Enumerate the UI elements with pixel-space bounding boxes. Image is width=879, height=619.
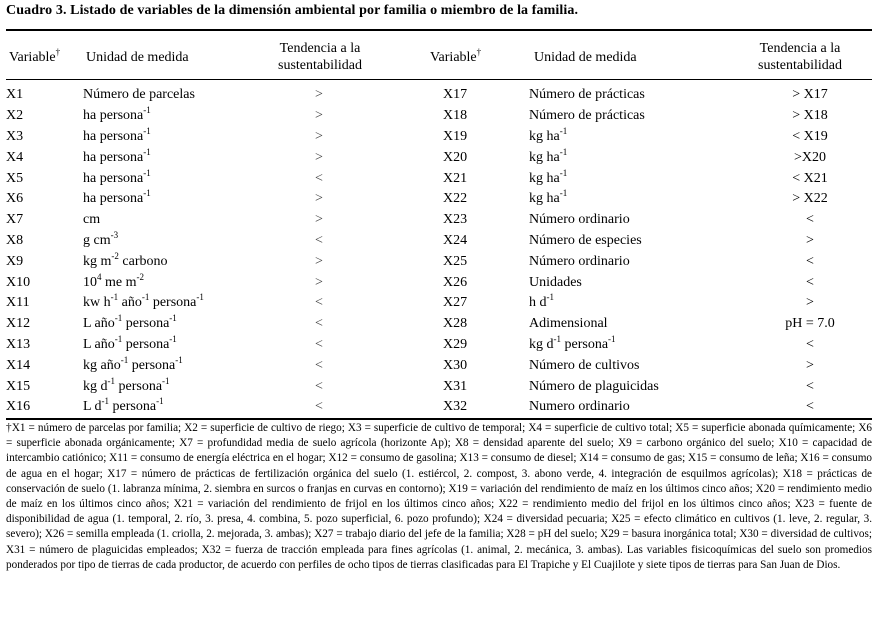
trend-right: < (806, 399, 814, 415)
spacer (383, 355, 443, 376)
unit-text: ha persona (83, 108, 144, 124)
footnote-text: X1 = número de parcelas por familia; X2 = superficie de cultivo de riego; X3 = superficie de cultivo de temporal; X4 = superficie de cultivo total; X5 = superficie abonada químicamente; X6 = superficie abonada orgánicamente; X7 = profundidad media de suelo agrícola (horizonte Ap); X8 = densidad aparente del suelo; X9 = carbono orgánico del suelo; X10 = capacidad de intercambio catiónico; X11 = consumo de energía eléctrica en el hogar; X12 = consumo de gasolina; X13 = consumo de diesel; X14 = consumo de gas; X15 = consumo de leña; X16 = consumo de agua en el hogar; X17 = número de prácticas de fertilización orgánica del suelo (1. estiércol, 2. compost, 3. abono verde, 4. integración de esquilmos agrícolas); X18 = prácticas de conservación de suelo (1. labranza mínima, 2. siembra en surcos o franjas en curvas en contorno); X19 = variación del rendimiento de maíz en los últimos cinco años; X20 = rendimiento medio de maíz en los últimos cinco años; X21 = variación del rendimiento de frijol en los últimos cinco años; X22 = rendimiento medio del frijol en los últimos cinco años; X23 = fuente de disponibilidad de agua (1. temporal, 2. río, 3. presa, 4. combina, 5. pozo superficial, 6. pozo profundo); X24 = diversidad pecuaria; X25 = efecto climático en cultivos (1. leve, 2. regular, 3. severo); X26 = semilla empleada (1. criolla, 2. mejorada, 3. ambas); X27 = trabajo diario del jefe de la familia; X28 = pH del suelo; X29 = basura inorgánica total; X30 = diversidad de cultivos; X31 = número de plaguicidas empleados; X32 = fuerza de tracción empleada para fines agrícolas (1. animal, 2. mecánica, 3. ambas). Las variables fisicoquímicas del suelo son promedios ponderados por tipo de tierras de cada productor, de acuerdo con perfiles de ocho tipos de tierras clasificadas para El Trapiche y El Cuajilote y siete tipos de tierras para San Juan de Dios. (6, 422, 873, 571)
unit-left (83, 251, 255, 272)
header-variable-label: Variable (430, 50, 477, 65)
unit-text: Número de prácticas (529, 87, 645, 103)
variable-right: X32 (443, 399, 468, 415)
trend-right: >X20 (793, 149, 826, 165)
unit-exponent: -1 (175, 354, 183, 365)
variable-left: X8 (6, 232, 24, 248)
header-unidad-right: Unidad de medida (534, 50, 637, 65)
table-row (6, 231, 872, 252)
unit-exponent: -2 (111, 250, 119, 261)
table-body (6, 85, 872, 418)
unit-right (529, 397, 748, 418)
unit-text: kg ha (529, 149, 560, 165)
unit-right (529, 272, 748, 293)
unit-text: Número ordinario (529, 253, 630, 269)
variable-left: X9 (6, 253, 24, 269)
unit-exponent: -2 (136, 271, 144, 282)
unit-text: persona (109, 399, 157, 415)
unit-right (529, 231, 748, 252)
unit-left (83, 147, 255, 168)
unit-exponent: -1 (559, 167, 568, 178)
unit-text: Número de parcelas (83, 87, 195, 103)
unit-text: Unidades (529, 274, 582, 290)
dagger-mark: † (476, 47, 482, 57)
trend-right: < X21 (792, 170, 828, 186)
unit-text: 10 (83, 274, 97, 290)
spacer (383, 335, 443, 356)
unit-text: ha persona (83, 128, 144, 144)
spacer (383, 376, 443, 397)
unit-text: kg d (83, 378, 108, 394)
variable-right: X27 (443, 295, 468, 311)
variable-left: X14 (6, 357, 31, 373)
unit-text: Número de plaguicidas (529, 378, 659, 394)
spacer (383, 272, 443, 293)
unit-exponent: -1 (143, 125, 151, 136)
unit-text: carbono (118, 253, 168, 269)
unit-left (83, 397, 255, 418)
footnote-mark: † (6, 422, 12, 434)
variable-right: X18 (443, 108, 468, 124)
table-row (6, 127, 872, 148)
spacer (383, 251, 443, 272)
unit-exponent: -1 (143, 188, 151, 199)
header-rule (6, 79, 872, 80)
unit-right (529, 210, 748, 231)
top-rule (6, 29, 872, 31)
unit-text: ha persona (83, 191, 144, 207)
unit-exponent: -1 (110, 292, 119, 303)
table-row (6, 335, 872, 356)
unit-text: persona (128, 357, 176, 373)
variable-right: X19 (443, 128, 468, 144)
variable-right: X23 (443, 212, 468, 228)
variable-right: X20 (443, 149, 468, 165)
variable-right: X31 (443, 378, 468, 394)
table-row (6, 85, 872, 106)
dagger-mark: † (55, 47, 61, 57)
trend-left: < (315, 336, 323, 352)
variable-left: X3 (6, 128, 24, 144)
unit-text: kg ha (529, 170, 560, 186)
unit-exponent: -1 (169, 313, 177, 324)
spacer (383, 85, 443, 106)
table-row (6, 272, 872, 293)
table-row (6, 355, 872, 376)
unit-text: kg año (83, 357, 121, 373)
trend-right: > X17 (792, 87, 828, 103)
unit-exponent: -1 (114, 333, 123, 344)
unit-exponent: -1 (559, 188, 568, 199)
unit-left (83, 189, 255, 210)
variable-left: X11 (6, 295, 30, 311)
bottom-rule (6, 418, 872, 420)
spacer (383, 293, 443, 314)
table-row (6, 251, 872, 272)
table-row (6, 314, 872, 335)
trend-left: < (315, 378, 323, 394)
trend-right: < (806, 274, 814, 290)
trend-right: > X22 (792, 191, 828, 207)
header-variable-right (430, 49, 481, 66)
table-row (6, 397, 872, 418)
unit-left (83, 272, 255, 293)
unit-exponent: -1 (559, 146, 568, 157)
unit-left (83, 376, 255, 397)
unit-right (529, 85, 748, 106)
unit-exponent: -1 (546, 292, 554, 303)
unit-left (83, 314, 255, 335)
unit-right (529, 355, 748, 376)
trend-right: < (806, 336, 814, 352)
header-variable-left (9, 49, 60, 66)
trend-left: > (315, 274, 323, 290)
unit-exponent: -1 (143, 105, 151, 116)
unit-exponent: -1 (107, 375, 115, 386)
unit-exponent: -1 (162, 375, 170, 386)
unit-text: ha persona (83, 149, 144, 165)
header-tendencia-line2: sustentabilidad (758, 58, 842, 73)
unit-text: kg ha (529, 128, 560, 144)
unit-text: L d (83, 399, 102, 415)
trend-right: pH = 7.0 (785, 316, 835, 332)
trend-left: < (315, 232, 323, 248)
unit-exponent: -1 (120, 354, 129, 365)
unit-text: kg ha (529, 191, 560, 207)
unit-right (529, 189, 748, 210)
unit-text: cm (83, 212, 101, 228)
unit-left (83, 168, 255, 189)
unit-right (529, 106, 748, 127)
variable-right: X17 (443, 87, 468, 103)
variable-right: X30 (443, 357, 468, 373)
trend-left: > (315, 212, 323, 228)
unit-text: persona (122, 316, 170, 332)
unit-text: kg m (83, 253, 112, 269)
unit-left (83, 127, 255, 148)
table-row (6, 168, 872, 189)
unit-text: Número de prácticas (529, 108, 645, 124)
variable-right: X26 (443, 274, 468, 290)
unit-right (529, 314, 748, 335)
variable-left: X1 (6, 87, 24, 103)
unit-exponent: -1 (143, 146, 151, 157)
unit-right (529, 376, 748, 397)
header-unidad-left: Unidad de medida (86, 50, 189, 65)
unit-right (529, 293, 748, 314)
unit-exponent: -1 (559, 125, 568, 136)
unit-right (529, 251, 748, 272)
trend-right: < (806, 253, 814, 269)
spacer (383, 231, 443, 252)
unit-text: año (118, 295, 142, 311)
header-tendencia-right (735, 40, 865, 74)
unit-exponent: -1 (169, 333, 177, 344)
spacer (383, 106, 443, 127)
unit-text: persona (561, 336, 609, 352)
variable-left: X16 (6, 399, 31, 415)
variable-right: X25 (443, 253, 468, 269)
unit-right (529, 168, 748, 189)
unit-left (83, 355, 255, 376)
unit-text: Número ordinario (529, 212, 630, 228)
spacer (383, 210, 443, 231)
trend-right: < (806, 378, 814, 394)
header-tendencia-line1: Tendencia a la (279, 41, 361, 56)
unit-left (83, 85, 255, 106)
trend-right: < X19 (792, 128, 828, 144)
unit-exponent: 4 (97, 271, 102, 282)
unit-text: persona (115, 378, 163, 394)
unit-exponent: -1 (156, 396, 164, 407)
unit-text: persona (149, 295, 197, 311)
variable-right: X22 (443, 191, 468, 207)
unit-right (529, 127, 748, 148)
unit-text: kw h (83, 295, 111, 311)
variable-left: X10 (6, 274, 31, 290)
table-row (6, 147, 872, 168)
variable-left: X7 (6, 212, 24, 228)
unit-text: Numero ordinario (529, 399, 630, 415)
variables-table (6, 85, 872, 418)
trend-left: < (315, 295, 323, 311)
unit-left (83, 335, 255, 356)
unit-exponent: -1 (196, 292, 204, 303)
unit-exponent: -1 (101, 396, 110, 407)
unit-exponent: -1 (143, 167, 151, 178)
unit-text: L año (83, 336, 115, 352)
header-variable-label: Variable (9, 50, 56, 65)
unit-text: ha persona (83, 170, 144, 186)
footnote (6, 421, 872, 573)
trend-right: < (806, 212, 814, 228)
table-row (6, 376, 872, 397)
unit-text: h d (529, 295, 547, 311)
header-tendencia-left (255, 40, 385, 74)
variable-right: X24 (443, 232, 468, 248)
spacer (383, 189, 443, 210)
trend-left: > (315, 128, 323, 144)
trend-right: > X18 (792, 108, 828, 124)
unit-text: Número de especies (529, 232, 642, 248)
table-row (6, 106, 872, 127)
spacer (383, 127, 443, 148)
header-tendencia-line2: sustentabilidad (278, 58, 362, 73)
unit-right (529, 335, 748, 356)
trend-left: > (315, 149, 323, 165)
trend-left: > (315, 87, 323, 103)
unit-left (83, 210, 255, 231)
trend-left: < (315, 357, 323, 373)
header-tendencia-line1: Tendencia a la (759, 41, 841, 56)
table-row (6, 210, 872, 231)
spacer (383, 168, 443, 189)
table-caption: Cuadro 3. Listado de variables de la dimensión ambiental por familia o miembro de la familia. (6, 3, 579, 18)
unit-exponent: -1 (114, 313, 123, 324)
variable-right: X21 (443, 170, 468, 186)
variable-left: X12 (6, 316, 31, 332)
unit-text: g cm (83, 232, 111, 248)
unit-text: me m (101, 274, 137, 290)
spacer (383, 397, 443, 418)
table-row (6, 189, 872, 210)
unit-text: Número de cultivos (529, 357, 640, 373)
unit-left (83, 106, 255, 127)
variable-left: X13 (6, 336, 31, 352)
trend-left: < (315, 316, 323, 332)
unit-text: kg d (529, 336, 554, 352)
spacer (383, 314, 443, 335)
unit-left (83, 293, 255, 314)
table-row (6, 293, 872, 314)
unit-exponent: -1 (553, 333, 561, 344)
trend-left: > (315, 108, 323, 124)
variable-left: X6 (6, 191, 24, 207)
variable-left: X15 (6, 378, 31, 394)
trend-right: > (806, 295, 814, 311)
unit-exponent: -1 (608, 333, 616, 344)
unit-right (529, 147, 748, 168)
unit-exponent: -3 (110, 229, 119, 240)
spacer (383, 147, 443, 168)
trend-right: > (806, 357, 814, 373)
unit-text: Adimensional (529, 316, 608, 332)
trend-left: > (315, 253, 323, 269)
trend-left: < (315, 399, 323, 415)
unit-text: L año (83, 316, 115, 332)
unit-exponent: -1 (141, 292, 150, 303)
unit-text: persona (122, 336, 170, 352)
trend-left: < (315, 170, 323, 186)
trend-left: > (315, 191, 323, 207)
unit-left (83, 231, 255, 252)
trend-right: > (806, 232, 814, 248)
variable-right: X28 (443, 316, 468, 332)
variable-right: X29 (443, 336, 468, 352)
variable-left: X4 (6, 149, 24, 165)
variable-left: X2 (6, 108, 24, 124)
variable-left: X5 (6, 170, 24, 186)
